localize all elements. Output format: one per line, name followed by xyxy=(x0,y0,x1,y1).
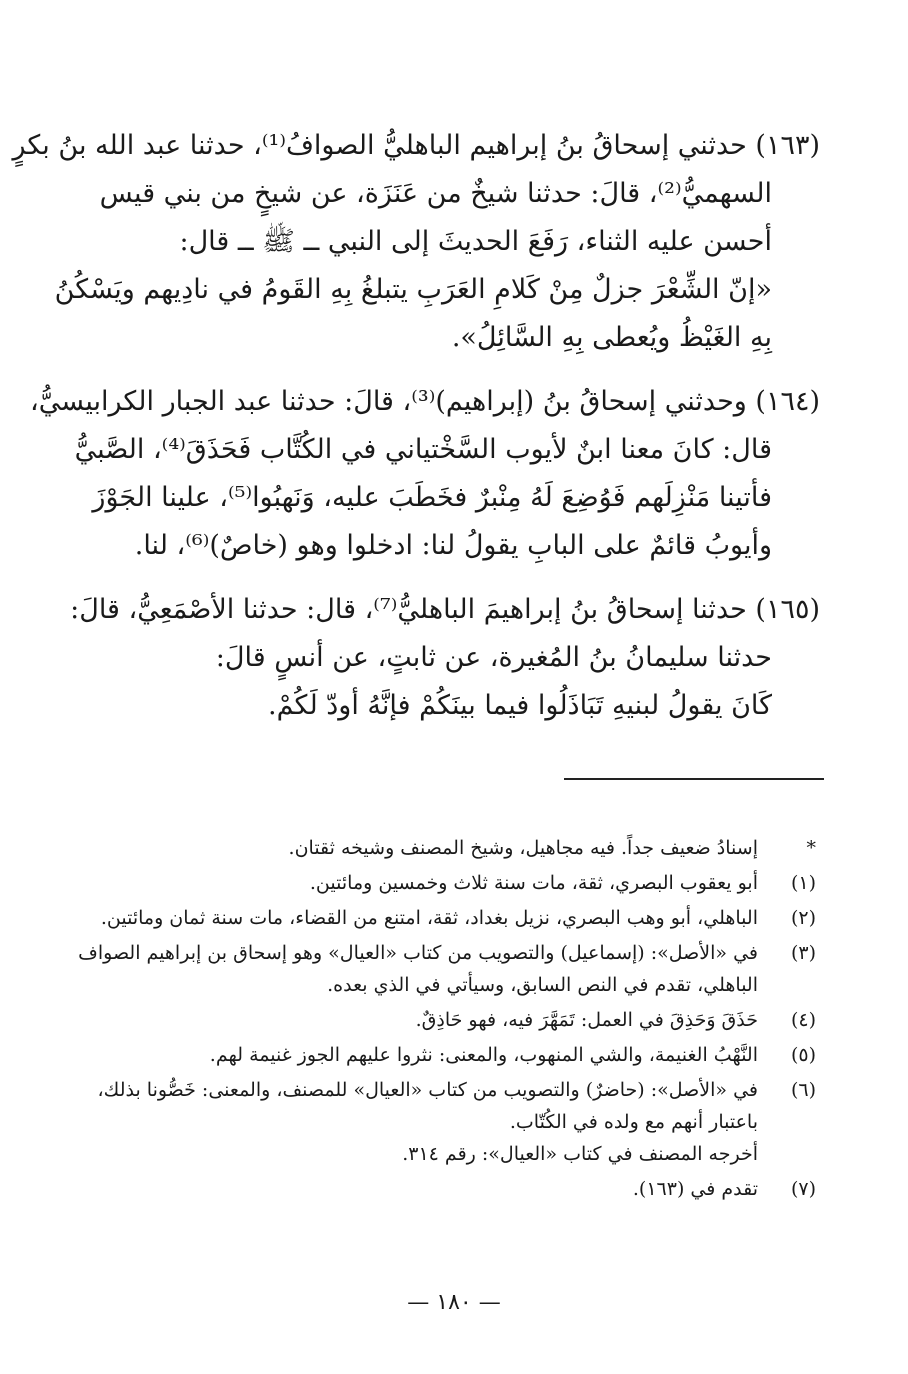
footnote-separator xyxy=(564,778,824,780)
footnote-number: (٤) xyxy=(790,1009,816,1031)
footnote-number: * xyxy=(806,837,816,859)
footnote-line: في «الأصل»: (إسماعيل) والتصويب من كتاب «العيال» وهو إسحاق بن إبراهيم الصواف xyxy=(78,942,758,964)
entry-line: كَانَ يقولُ لبنيهِ تَبَاذَلُوا فيما بينَكُمْ فإنَّهُ أودّ لَكُمْ. xyxy=(268,690,772,721)
footnote-item xyxy=(80,867,816,899)
footnote-item xyxy=(80,1074,816,1170)
footnote-line: الباهلي، أبو وهب البصري، نزيل بغداد، ثقة، امتنع من القضاء، مات سنة ثمان ومائتين. xyxy=(100,907,758,929)
footnote-number: (٧) xyxy=(790,1178,816,1200)
main-text xyxy=(12,122,820,746)
footnote-item xyxy=(80,902,816,934)
footnote-line: حَذَقَ وَحَذِقَ في العمل: تَمَهَّرَ فيه، فهو حَاذِقٌ. xyxy=(415,1009,758,1031)
footnote-number: (٦) xyxy=(790,1079,816,1101)
footnote-number: (٥) xyxy=(790,1044,816,1066)
footnote-text xyxy=(80,1074,758,1170)
page-number: — ١٨٠ — xyxy=(407,1290,501,1315)
entry-line: أحسن عليه الثناء، رَفَعَ الحديثَ إلى النبي ــ ﷺ ــ قال: xyxy=(179,226,772,257)
footnote-text xyxy=(78,937,758,1001)
footnote-text xyxy=(80,832,758,864)
footnote-text xyxy=(80,1004,758,1036)
footnote-line: الباهلي، تقدم في النص السابق، وسيأتي في الذي بعده. xyxy=(327,974,758,996)
entry-line: (١٦٣) حدثني إسحاقُ بنُ إبراهيم الباهليُّ الصوافُ⁽¹⁾، حدثنا عبد الله بنُ بكرٍ xyxy=(12,130,820,161)
footnote-text xyxy=(80,1173,758,1205)
footnote-text xyxy=(80,1039,758,1071)
footnote-line: باعتبار أنهم مع ولده في الكُتّاب. xyxy=(509,1111,758,1133)
footnote-number: (٢) xyxy=(790,907,816,929)
footnote-text xyxy=(80,902,758,934)
footnote-line: أخرجه المصنف في كتاب «العيال»: رقم ٣١٤. xyxy=(402,1143,758,1165)
entry-line: بِهِ الغَيْظُ ويُعطى بِهِ السَّائِلُ». xyxy=(451,322,772,353)
footnote-line: في «الأصل»: (حاضرٌ) والتصويب من كتاب «العيال» للمصنف، والمعنى: خَصُّونا بذلك، xyxy=(97,1079,758,1101)
entry-line: السهميُّ⁽²⁾، قالَ: حدثنا شيخٌ من عَنَزَة، عن شيخٍ من بني قيس xyxy=(99,178,772,209)
entry-line: (١٦٥) حدثنا إسحاقُ بنُ إبراهيمَ الباهليُّ⁽⁷⁾، قال: حدثنا الأصْمَعِيُّ، قالَ: xyxy=(70,594,820,625)
entry-line: حدثنا سليمانُ بنُ المُغيرة، عن ثابتٍ، عن أنسٍ قالَ: xyxy=(215,642,772,673)
footnote-line: إسنادُ ضعيف جداً. فيه مجاهيل، وشيخ المصنف وشيخه ثقتان. xyxy=(288,837,758,859)
entry-line: «إنّ الشِّعْرَ جزلٌ مِنْ كَلامِ العَرَبِ يتبلغُ بِهِ القَومُ في نادِيهم ويَسْكُنُ xyxy=(54,274,772,305)
footnote-item xyxy=(80,832,816,864)
hadith-entry-163 xyxy=(12,122,820,362)
footnote-item xyxy=(80,1039,816,1071)
footnote-number: (٣) xyxy=(790,942,816,964)
entry-line: فأتينا مَنْزِلَهم فَوُضِعَ لَهُ مِنْبرٌ فخَطَبَ عليه، وَنَهبُوا⁽⁵⁾، علينا الجَوْزَ xyxy=(92,482,772,513)
footnotes xyxy=(80,832,816,1208)
footnote-line: النَّهْبُ الغنيمة، والشي المنهوب، والمعنى: نثروا عليهم الجوز غنيمة لهم. xyxy=(209,1044,758,1066)
footnote-line: أبو يعقوب البصري، ثقة، مات سنة ثلاث وخمسين ومائتين. xyxy=(309,872,758,894)
footnote-item xyxy=(80,1004,816,1036)
footnote-line: تقدم في (١٦٣). xyxy=(632,1178,758,1200)
hadith-entry-165 xyxy=(70,586,820,730)
entry-line: (١٦٤) وحدثني إسحاقُ بنُ (إبراهيم)⁽³⁾، قالَ: حدثنا عبد الجبار الكرابيسيُّ، xyxy=(30,386,820,417)
footnote-number: (١) xyxy=(790,872,816,894)
footnote-text xyxy=(80,867,758,899)
entry-line: قال: كانَ معنا ابنٌ لأيوب السَّخْتياني في الكُتَّاب فَحَذَقَ⁽⁴⁾، الصَّبيُّ xyxy=(74,434,772,465)
footnote-item xyxy=(80,937,816,1001)
footnote-item xyxy=(80,1173,816,1205)
hadith-entry-164 xyxy=(30,378,820,570)
entry-line: وأيوبُ قائمٌ على البابِ يقولُ لنا: ادخلوا وهو (خاصٌ)⁽⁶⁾، لنا. xyxy=(134,530,772,561)
